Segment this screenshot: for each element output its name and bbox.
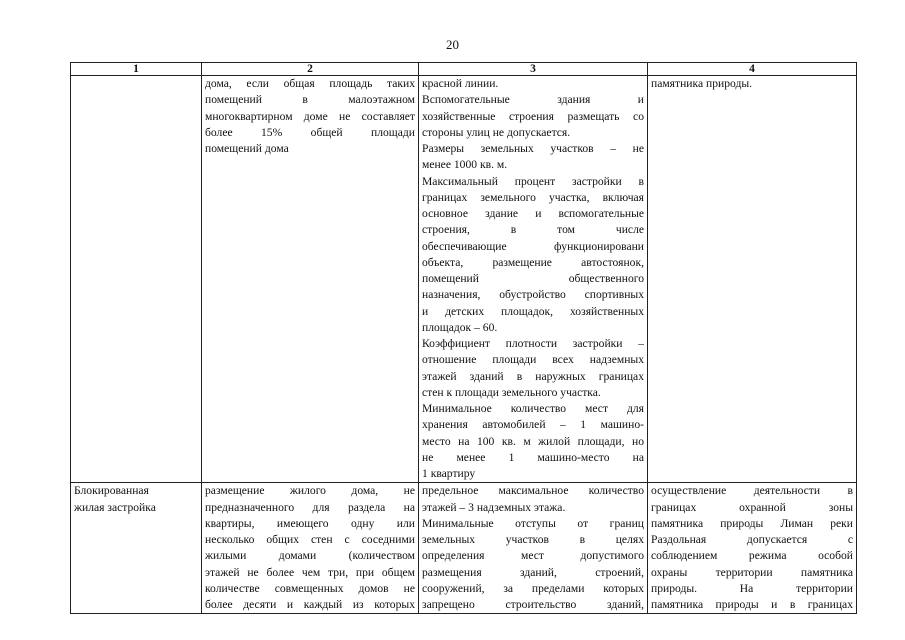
text-line: Коэффициент плотности застройки – [422,337,644,350]
text-line: многоквартирном доме не составляет [205,109,415,123]
restrictions-cell [648,483,857,614]
text-line: хозяйственные строения размещать со [422,109,644,123]
text-line: Блокированная [74,484,149,498]
text-line: основное здание и вспомогательные [422,207,644,220]
text-line: природы. На территории [651,581,853,595]
text-line: земельных участков в целях [422,533,644,546]
text-line: этажей не более чем три, при общем [205,565,415,579]
text-line: памятника природы Лиман реки [651,516,853,530]
use-description-cell [202,76,419,483]
text-line: памятника природы и в границах [651,598,853,611]
text-line: место на 100 кв. м жилой площади, но [422,434,644,448]
text-line: границах охранной зоны [651,500,853,514]
text-line: Минимальное количество мест для [422,402,644,415]
text-line: и детских площадок, хозяйственных [422,304,644,318]
text-line: помещений общественного [422,272,644,285]
text-line: более 15% общей площади [205,125,415,139]
text-line: количестве совмещенных домов не [205,581,415,595]
column-header-4: 4 [648,63,857,76]
text-line: памятника природы. [651,77,753,90]
text-line: соблюдением режима особой [651,549,853,563]
text-line: Раздольная допускается с [651,533,853,546]
column-header-2: 2 [202,63,419,76]
text-line: менее 1000 кв. м. [422,158,508,172]
text-line: границах земельного участка, включая [422,190,644,204]
text-line: назначения, обустройство спортивных [422,288,644,302]
column-header-3: 3 [419,63,648,76]
parameters-cell [419,483,648,614]
text-line: жилыми домами (количеством [205,549,415,563]
text-line: площадок – 60. [422,320,498,334]
use-type-cell [71,76,202,483]
text-line: осуществление деятельности в [651,484,853,498]
table-row [71,483,857,614]
text-line: дома, если общая площадь таких [205,77,415,90]
text-line: отношение площади всех надземных [422,353,644,367]
text-line: размещение жилого дома, не [205,484,415,498]
text-line: стороны улиц не допускается. [422,125,571,139]
zoning-table [70,62,857,614]
text-line: определения мест допустимого [422,549,644,563]
text-line: помещений в малоэтажном [205,93,415,107]
text-line: помещений дома [205,142,289,155]
use-type-cell [71,483,202,614]
text-line: этажей зданий в наружных границах [422,369,644,383]
text-line: жилая застройка [74,500,156,514]
text-line: сооружений, за пределами которых [422,581,644,595]
text-line: 1 квартиру [422,467,476,480]
text-line: квартиры, имеющего одну или [205,516,415,530]
text-line: Максимальный процент застройки в [422,174,644,188]
text-line: Размеры земельных участков – не [422,142,644,155]
text-line: этажей – 3 надземных этажа. [422,500,566,514]
text-line: обеспечивающие функционировани [422,239,644,253]
text-line: несколько общих стен с соседними [205,533,415,546]
text-line: красной линии. [422,77,499,90]
restrictions-cell [648,76,857,483]
text-line: Минимальные отступы от границ [422,516,644,530]
text-line: Вспомогательные здания и [422,93,644,107]
column-header-1: 1 [71,63,202,76]
text-line: запрещено строительство зданий, [422,598,644,611]
table-row [71,76,857,483]
text-line: хранения автомобилей – 1 машино- [422,418,644,432]
table-header-row [71,63,857,76]
text-line: стен к площади земельного участка. [422,385,601,399]
text-line: охраны территории памятника [651,565,853,579]
parameters-cell [419,76,648,483]
use-description-cell [202,483,419,614]
page-number: 20 [446,37,459,52]
text-line: строения, в том числе [422,223,644,237]
text-line: предназначенного для раздела на [205,500,415,514]
text-line: размещения зданий, строений, [422,565,644,579]
text-line: объекта, размещение автостоянок, [422,255,644,269]
text-line: предельное максимальное количество [422,484,644,498]
text-line: не менее 1 машино-место на [422,450,644,464]
text-line: более десяти и каждый из которых [205,598,415,611]
